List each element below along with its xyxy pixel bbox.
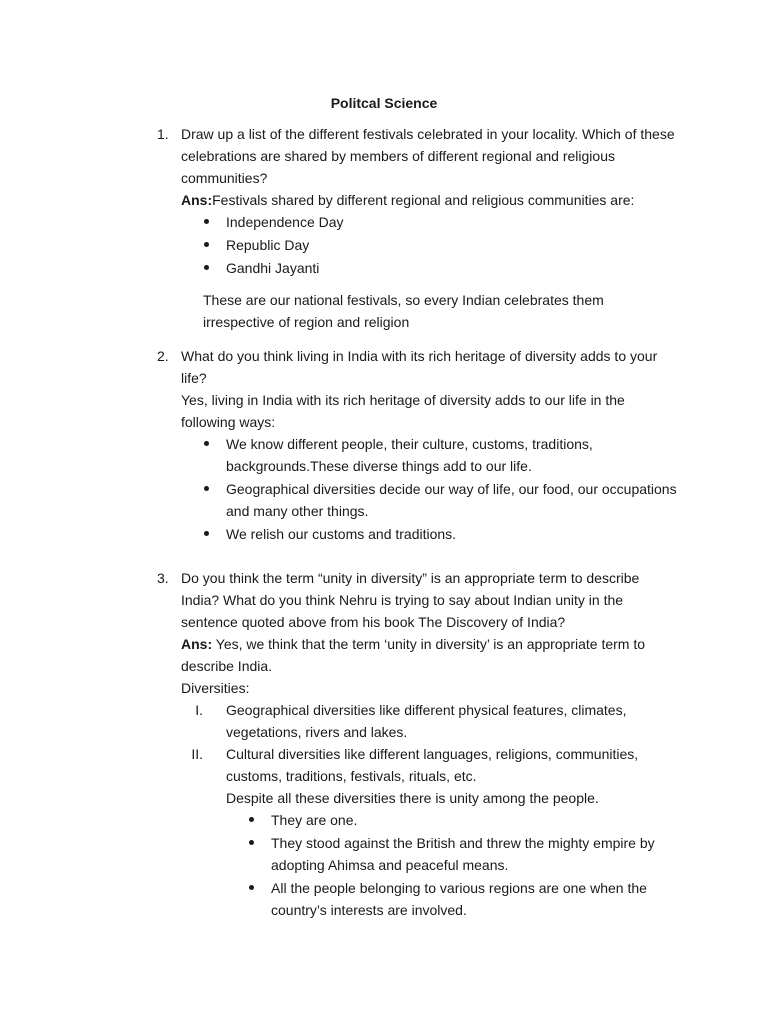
ans-label: Ans: xyxy=(181,192,213,208)
item-text: Geographical diversities like different physical features, climates, vegetations, rivers and lakes. xyxy=(226,702,627,740)
list-item: Independence Day xyxy=(181,211,677,233)
answer-text xyxy=(181,189,677,211)
list-item xyxy=(181,743,677,787)
diversities-label: Diversities: xyxy=(181,680,250,696)
question-text: Draw up a list of the different festivals celebrated in your locality. Which of these celebrations are shared by members of different regional and religious communities? xyxy=(181,126,675,186)
list-item: Republic Day xyxy=(181,234,677,256)
list-item: Gandhi Jayanti xyxy=(181,257,677,279)
roman-numeral: I. xyxy=(195,702,203,718)
question-number: 3. xyxy=(157,570,169,586)
list-item: We know different people, their culture, customs, traditions, backgrounds.These diverse things add to our life. xyxy=(181,433,677,477)
roman-numeral: II. xyxy=(191,746,203,762)
question-text: Do you think the term “unity in diversity” is an appropriate term to describe India? What do you think Nehru is trying to say about Indian unity in the sentence quoted above from his book The Discovery of India? xyxy=(181,570,640,630)
answer-body: Festivals shared by different regional and religious communities are: xyxy=(212,192,635,208)
festival-list xyxy=(181,211,677,279)
question-text: What do you think living in India with its rich heritage of diversity adds to your life? xyxy=(181,348,658,386)
list-item xyxy=(181,699,677,743)
question-3 xyxy=(157,567,677,922)
diversity-benefits-list xyxy=(181,433,677,545)
unity-list xyxy=(181,809,677,921)
page-title: Politcal Science xyxy=(330,95,438,111)
list-item: All the people belonging to various regions are one when the country’s interests are involved. xyxy=(181,877,677,921)
question-1 xyxy=(157,123,677,333)
list-item: They stood against the British and threw the mighty empire by adopting Ahimsa and peaceful means. xyxy=(181,832,677,876)
question-number: 1. xyxy=(157,126,169,142)
item-text: Cultural diversities like different languages, religions, communities, customs, traditions, festivals, rituals, etc. xyxy=(226,746,639,784)
answer-note: These are our national festivals, so every Indian celebrates them irrespective of region and religion xyxy=(203,292,604,330)
question-number: 2. xyxy=(157,348,169,364)
diversities-list xyxy=(181,699,677,787)
question-2 xyxy=(157,345,677,546)
despite-text: Despite all these diversities there is unity among the people. xyxy=(226,790,599,806)
list-item: Geographical diversities decide our way of life, our food, our occupations and many other things. xyxy=(181,478,677,522)
list-item: We relish our customs and traditions. xyxy=(181,523,677,545)
ans-label: Ans: xyxy=(181,636,213,652)
answer-text xyxy=(181,633,677,677)
list-item: They are one. xyxy=(181,809,677,831)
answer-body: Yes, we think that the term ‘unity in diversity’ is an appropriate term to describe India. xyxy=(181,636,646,674)
answer-text: Yes, living in India with its rich heritage of diversity adds to our life in the following ways: xyxy=(181,392,625,430)
